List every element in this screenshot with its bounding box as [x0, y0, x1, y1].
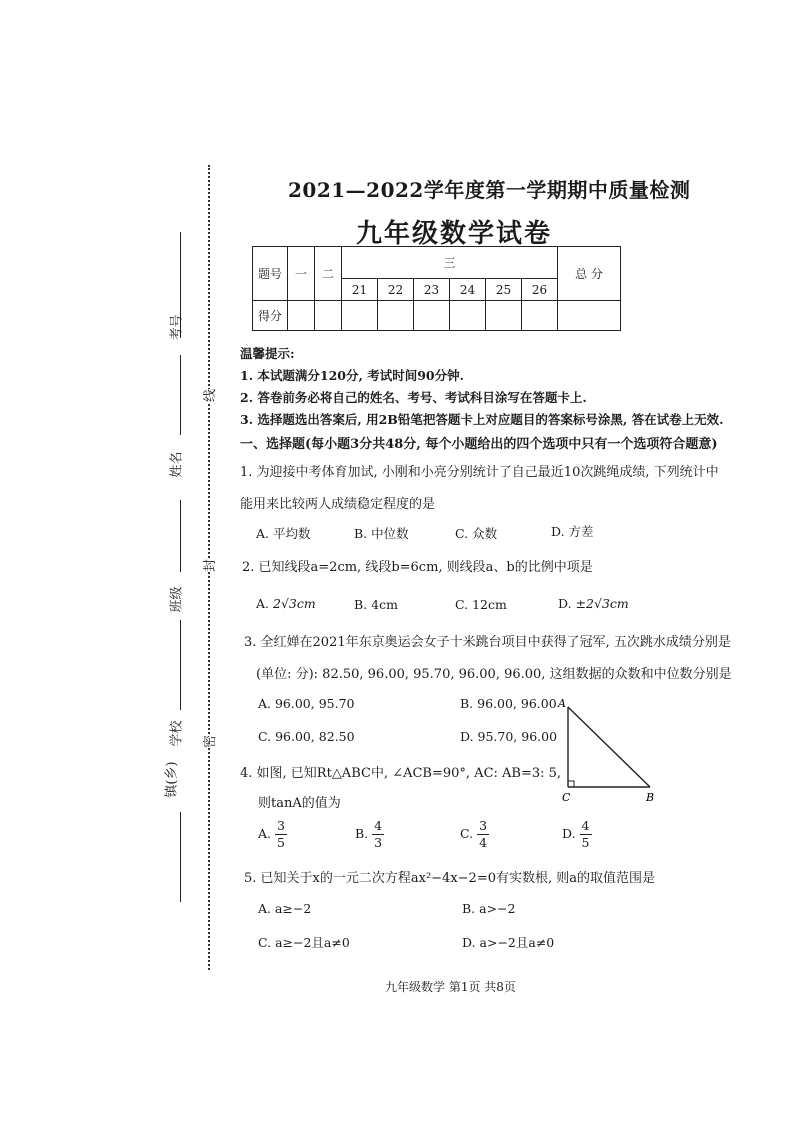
page-footer: 九年级数学 第1页 共8页	[385, 980, 516, 994]
q5-option-c: C. a≥−2且a≠0	[258, 935, 350, 950]
q3-option-b: B. 96.00, 96.00	[460, 696, 557, 711]
tip-3: 3. 选择题选出答案后, 用2B铅笔把答题卡上对应题目的答案标号涂黑, 答在试卷上无效.	[240, 412, 724, 427]
score-cell[interactable]	[342, 301, 378, 331]
q4-stem-line1: 4. 如图, 已知Rt△ABC中, ∠ACB=90°, AC: AB=3: 5,	[240, 766, 562, 781]
group-3-header: 三	[342, 247, 558, 279]
score-table	[252, 246, 621, 331]
score-cell[interactable]	[288, 301, 315, 331]
sub-col-header: 25	[486, 279, 522, 301]
fraction-denominator: 4	[479, 835, 488, 850]
town-label: 镇(乡)	[164, 761, 180, 798]
section-1-heading: 一、选择题(每小题3分共48分, 每个小题给出的四个选项中只有一个选项符合题意)	[240, 437, 718, 452]
fraction-denominator: 5	[581, 835, 590, 850]
q4-option-b	[355, 818, 384, 851]
sub-col-header: 22	[378, 279, 414, 301]
fraction-numerator: 4	[581, 818, 590, 833]
fraction-numerator: 4	[374, 818, 383, 833]
q4-option-b-fraction	[372, 818, 384, 851]
vertex-c-label: C	[562, 791, 571, 804]
q2-option-d-value: ±2√3cm	[575, 596, 629, 611]
tip-1: 1. 本试题满分120分, 考试时间90分钟.	[240, 368, 464, 383]
score-cell[interactable]	[378, 301, 414, 331]
school-label: 学校	[169, 720, 185, 747]
score-cell[interactable]	[414, 301, 450, 331]
class-label: 班级	[169, 586, 185, 613]
q4-option-a-fraction	[275, 818, 287, 851]
q3-option-d: D. 95.70, 96.00	[460, 729, 558, 744]
q5-option-b: B. a>−2	[462, 901, 516, 916]
school-line	[180, 620, 181, 710]
q4-option-c	[460, 818, 489, 851]
score-cell[interactable]	[450, 301, 486, 331]
q4-stem-line2: 则tanA的值为	[258, 796, 341, 811]
q1-option-c: C. 众数	[455, 526, 498, 541]
q5-option-d: D. a>−2且a≠0	[462, 935, 555, 950]
q4-option-d-label: D.	[562, 826, 576, 841]
class-line	[180, 500, 181, 572]
right-angle-mark	[568, 781, 574, 787]
fraction-numerator: 3	[479, 818, 488, 833]
q3-option-c: C. 96.00, 82.50	[258, 729, 355, 744]
paper-subtitle: 九年级数学试卷	[356, 219, 553, 249]
total-header: 总 分	[558, 247, 621, 301]
q2-option-a-value: 2√3cm	[273, 596, 316, 611]
q2-option-d-label: D.	[558, 596, 572, 611]
q4-option-c-label: C.	[460, 826, 474, 841]
q2-option-c: C. 12cm	[455, 597, 507, 612]
q1-option-a: A. 平均数	[256, 526, 311, 541]
q4-option-a	[258, 818, 287, 851]
q4-option-c-fraction	[477, 818, 489, 851]
fraction-denominator: 5	[277, 835, 285, 850]
q1-stem-line2: 能用来比较两人成绩稳定程度的是	[240, 497, 436, 512]
name-line	[180, 355, 181, 435]
q1-option-d: D. 方差	[551, 524, 594, 539]
q3-option-a: A. 96.00, 95.70	[258, 696, 355, 711]
exam-title: 2021—2022学年度第一学期期中质量检测	[288, 178, 691, 202]
seal-line-char: 线	[197, 389, 220, 402]
sub-col-header: 26	[522, 279, 558, 301]
q1-stem-line1: 1. 为迎接中考体育加试, 小刚和小亮分别统计了自己最近10次跳绳成绩, 下列统计中	[240, 465, 719, 480]
triangle-side-ab	[568, 707, 650, 787]
sub-col-header: 24	[450, 279, 486, 301]
q2-option-a-label: A.	[256, 596, 270, 611]
q2-option-d	[558, 596, 629, 611]
col-1-header: 一	[288, 247, 315, 301]
q5-option-a: A. a≥−2	[258, 901, 312, 916]
exam-no-label: 考号	[169, 314, 185, 341]
score-row-label: 得分	[253, 301, 288, 331]
fraction-denominator: 3	[374, 835, 383, 850]
q3-stem-line1: 3. 全红婵在2021年东京奥运会女子十米跳台项目中获得了冠军, 五次跳水成绩分别是	[244, 635, 731, 650]
score-cell[interactable]	[558, 301, 621, 331]
q4-option-a-label: A.	[258, 826, 272, 841]
score-cell[interactable]	[486, 301, 522, 331]
q5-stem: 5. 已知关于x的一元二次方程ax²−4x−2=0有实数根, 则a的取值范围是	[244, 871, 655, 886]
fraction-numerator: 3	[277, 818, 285, 833]
score-cell[interactable]	[522, 301, 558, 331]
triangle-figure	[552, 695, 664, 807]
vertex-b-label: B	[646, 791, 655, 804]
row-label-cell: 题号	[253, 247, 288, 301]
tip-2: 2. 答卷前务必将自己的姓名、考号、考试科目涂写在答题卡上.	[240, 390, 587, 405]
seal-seal-char: 封	[197, 559, 220, 572]
sub-col-header: 21	[342, 279, 378, 301]
name-label: 姓名	[169, 451, 185, 478]
town-line	[180, 812, 181, 902]
vertex-a-label: A	[558, 697, 566, 710]
col-2-header: 二	[315, 247, 342, 301]
q3-stem-line2: (单位: 分): 82.50, 96.00, 95.70, 96.00, 96.00, 这组数据的众数和中位数分别是	[256, 667, 732, 682]
q4-option-d	[562, 818, 592, 851]
tips-heading: 温馨提示:	[240, 346, 295, 361]
q2-option-b: B. 4cm	[354, 597, 398, 612]
sub-col-header: 23	[414, 279, 450, 301]
q2-option-a	[256, 596, 316, 611]
q2-stem: 2. 已知线段a=2cm, 线段b=6cm, 则线段a、b的比例中项是	[242, 560, 593, 575]
seal-close-char: 密	[197, 735, 220, 748]
q4-option-d-fraction	[580, 818, 592, 851]
q4-option-b-label: B.	[355, 826, 369, 841]
q1-option-b: B. 中位数	[354, 526, 409, 541]
score-cell[interactable]	[315, 301, 342, 331]
